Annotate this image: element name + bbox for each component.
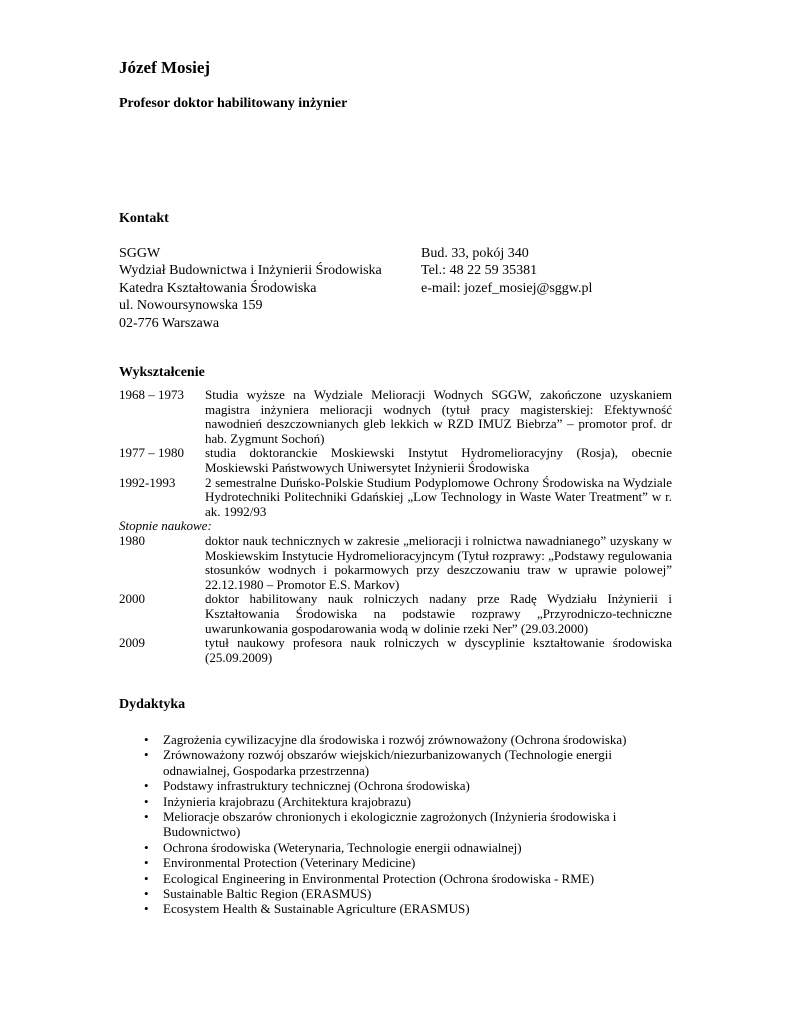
address-line: Wydział Budownictwa i Inżynierii Środowiska [119,263,382,279]
bullet-icon: • [144,809,149,825]
entry-text: doktor habilitowany nauk rolniczych nadany prze Radę Wydziału Inżynierii i Kształtowania Środowiska na podstawie rozprawy „Przyrodniczo-techniczne uwarunkowania gospodarowania wodą w dolinie rzeki Ner” (29.03.2000) [205,591,672,636]
course-name: Ecosystem Health & Sustainable Agriculture (ERASMUS) [163,901,470,917]
entry-text: 2 semestralne Duńsko-Polskie Studium Podyplomowe Ochrony Środowiska na Wydziale Hydrotechniki Politechniki Gdańskiej „Low Technology in Waste Water Treatment” w r. ak. 1992/93 [205,474,672,519]
education-entry [119,476,672,520]
degree-entry [119,592,672,636]
list-item [138,886,658,901]
course-name: Ecological Engineering in Environmental Protection (Ochrona środowiska - RME) [163,870,595,886]
entry-text: studia doktoranckie Moskiewski Instytut Hydromelioracyjny (Rosja), obecnie Moskiewski Państwowych Uniwersytet Inżynierii Środowiska [205,445,672,475]
bullet-icon: • [144,793,149,809]
degrees-label: Stopnie naukowe: [119,518,212,534]
course-name: Ochrona środowiska (Weterynaria, Technologie energii odnawialnej) [163,839,522,855]
address-line: ul. Nowoursynowska 159 [119,298,263,314]
contact-heading: Kontakt [119,211,169,226]
list-item [138,809,658,840]
entry-year: 2009 [119,635,145,651]
entry-text: Studia wyższe na Wydziale Melioracji Wodnych SGGW, zakończone uzyskaniem magistra inżyniera melioracji wodnych (tytuł pracy magisterskiej: Efektywność nawodnień deszczownianych gleb lekkich w RZD IMUZ Biebrza” – promotor prof. dr hab. Zygmunt Sochoń) [205,387,672,446]
bullet-icon: • [144,732,149,747]
course-name: Melioracje obszarów chronionych i ekologicznie zagrożonych (Inżynieria środowiska i Budownictwo) [163,809,617,840]
list-item [138,871,658,886]
person-name: Józef Mosiej [119,58,211,77]
list-item [138,778,658,793]
entry-year: 1968 – 1973 [119,387,184,402]
teaching-heading: Dydaktyka [119,697,186,712]
entry-year: 1980 [119,532,145,548]
email-address: e-mail: jozef_mosiej@sggw.pl [421,280,593,296]
course-name: Environmental Protection (Veterinary Medicine) [163,855,416,871]
entry-year: 2000 [119,591,145,607]
course-name: Zagrożenia cywilizacyjne dla środowiska i rozwój zrównoważony (Ochrona środowiska) [163,732,627,747]
contact-details [421,245,681,297]
phone-number: Tel.: 48 22 59 35381 [421,263,538,279]
list-item [138,855,658,870]
bullet-icon: • [144,886,149,902]
education-heading: Wykształcenie [119,365,205,380]
bullet-icon: • [144,855,149,871]
course-name: Inżynieria krajobrazu (Architektura krajobrazu) [163,793,411,809]
bullet-icon: • [144,778,149,794]
education-entry [119,388,672,446]
entry-year: 1977 – 1980 [119,445,184,461]
course-name: Podstawy infrastruktury technicznej (Ochrona środowiska) [163,778,470,794]
bullet-icon: • [144,747,149,763]
course-name: Sustainable Baltic Region (ERASMUS) [163,886,372,902]
address-line: 02-776 Warszawa [119,315,220,331]
academic-title: Profesor doktor habilitowany inżynier [119,96,348,111]
list-item [138,747,658,778]
address-line: SGGW [119,246,161,261]
teaching-list [138,732,658,917]
education-entry [119,446,672,475]
course-name: Zrównoważony rozwój obszarów wiejskich/niezurbanizowanych (Technologie energii odnawialnej, Gospodarka przestrzenna) [163,747,613,778]
list-item [138,794,658,809]
list-item [138,732,658,747]
bullet-icon: • [144,870,149,886]
entry-year: 1992-1993 [119,474,176,490]
address-line: Katedra Kształtowania Środowiska [119,280,317,296]
education-list [119,388,672,665]
degree-entry [119,636,672,665]
entry-text: doktor nauk technicznych w zakresie „melioracji i rolnictwa nawadnianego” uzyskany w Moskiewskim Instytucie Hydromelioracyjncym (Tytuł rozprawy: „Podstawy regulowania stosunków wodnych i pokarmowych przy deszczowaniu traw w uprawie polowej” 22.12.1980 – Promotor E.S. Markov) [205,532,672,592]
bullet-icon: • [144,901,149,917]
bullet-icon: • [144,839,149,855]
contact-address [119,245,419,332]
office-room: Bud. 33, pokój 340 [421,246,529,261]
list-item [138,901,658,916]
list-item [138,840,658,855]
entry-text: tytuł naukowy profesora nauk rolniczych w dyscyplinie kształtowanie środowiska (25.09.2009) [205,635,672,665]
degree-entry [119,534,672,592]
